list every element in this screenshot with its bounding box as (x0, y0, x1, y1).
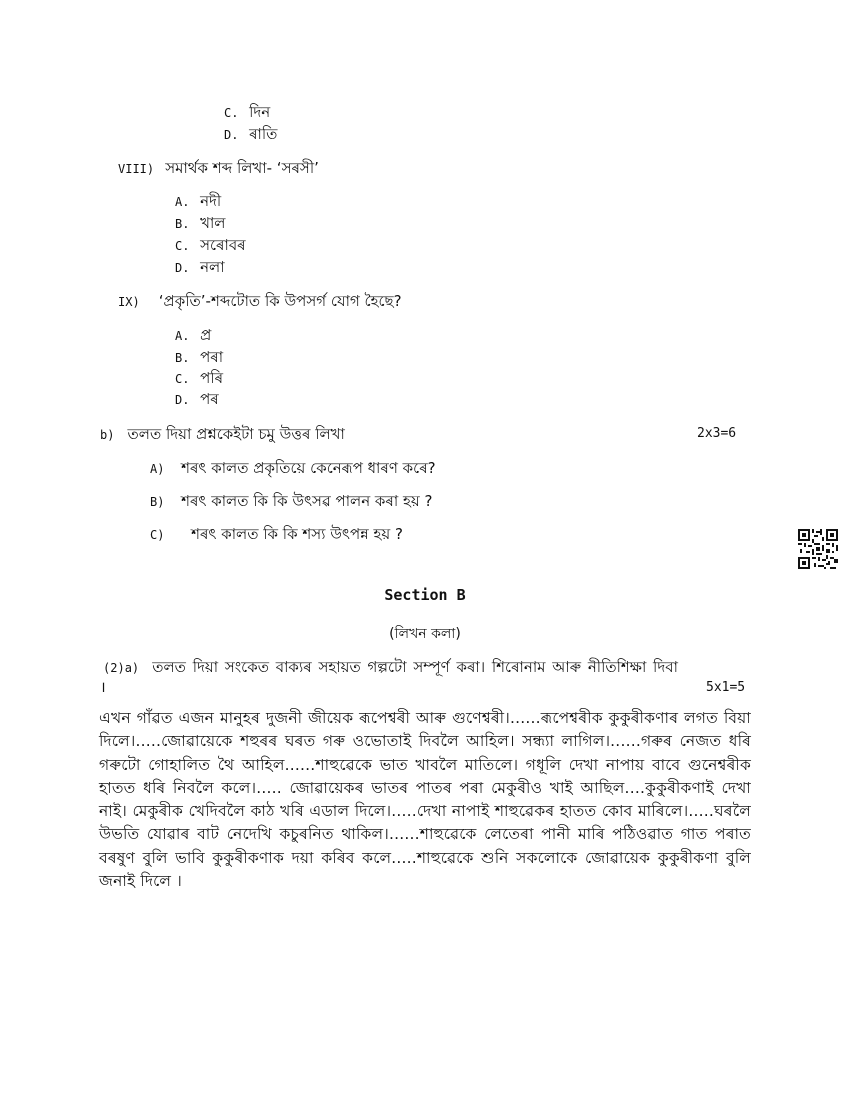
option-letter: D. (224, 128, 239, 142)
question-text: শৰৎ কালত কি কি উৎসৱ পালন কৰা হয় ? (181, 492, 433, 510)
option-letter: A. (175, 329, 190, 343)
option-letter: C. (175, 372, 190, 386)
part-b-question-b (150, 490, 432, 515)
option-text: নলা (200, 258, 225, 276)
question-9 (118, 290, 402, 315)
question-text: শৰৎ কালত কি কি শস্য উৎপন্ন হয় ? (191, 525, 403, 543)
part-text: তলত দিয়া প্ৰশ্নকেইটা চমু উত্তৰ লিখা (127, 425, 345, 443)
question-2a-danda: । (100, 678, 106, 696)
section-b-title: Section B (384, 586, 466, 604)
question-number: IX) (118, 295, 140, 309)
part-b-question-a (150, 457, 436, 482)
option-text: নদী (200, 192, 222, 210)
question-8 (118, 157, 319, 182)
option-letter: B. (175, 351, 190, 365)
question-2a-marks: 5x1=5 (706, 680, 746, 695)
question-text: ‘প্ৰকৃতি’-শব্দটোত কি উপসৰ্গ যোগ হৈছে? (158, 292, 402, 310)
question-2a (103, 656, 678, 681)
question-letter: C) (150, 528, 165, 542)
question-label: a) (124, 661, 140, 675)
part-label: b) (100, 428, 115, 442)
option-text: খাল (200, 214, 226, 232)
part-b-question-c (150, 523, 403, 548)
option-letter: C. (175, 239, 190, 253)
option-letter: B. (175, 217, 190, 231)
passage-text: এখন গাঁৱত এজন মানুহৰ দুজনী জীয়েক ৰূপেশ্বৰী আৰু গুণেশ্বৰী।......ৰূপেশ্বৰীক কুকুৰীকণাৰ লগত বিয়া দিলে।.....জোৱায়েকে শহুৰৰ ঘৰত গৰু ওভোতাই দিবলৈ আহিল। সন্ধ্যা লাগিল।......গৰুৰ নেজত ধৰি গৰুটো গোহালিত থৈ আহিল......শাহুৱেকে ভাত খাবলৈ মাতিলে। গধূলি দেখা নাপায় বাবে গুনেশ্বৰীক হাতত ধৰি নিবলৈ কলে।..... জোৱায়েকৰ ভাতৰ পাতৰ পৰা মেকুৰীও খাই আছিল....কুকুৰীকণাই দেখা নাই। মেকুৰীক খেদিবলৈ কাঠ খৰি এডাল দিলে।.....দেখা নাপাই শাহুৱেকৰ হাতত কোব মাৰিলে।.....ঘৰলৈ উভতি যোৱাৰ বাট নেদেখি কচুৰনিত থাকিল।......শাহুৱেকে লেতেৰা পানী মাৰি পঠিওৱাত গাত পৰাত বৰষুণ বুলি ভাবি কুকুৰীকণাক দয়া কৰিব কলে.....শাহুৱেকে শুনি সকলোকে জোৱায়েক কুকুৰীকণা বুলি জনাই দিলে । (99, 709, 751, 891)
option-letter: A. (175, 195, 190, 209)
option-text: পৰি (200, 369, 224, 387)
option-letter: D. (175, 261, 190, 275)
question-text: সমাৰ্থক শব্দ লিখা- ‘সৰসী’ (165, 159, 319, 177)
question-number: (2) (103, 661, 125, 675)
q9-option-d (175, 388, 219, 413)
part-b-heading (100, 423, 345, 448)
option-text: পৰা (200, 348, 224, 366)
section-b-subtitle: (লিখন কলা) (389, 626, 461, 642)
option-text: প্ৰ (200, 326, 212, 344)
qr-code-icon (798, 529, 838, 569)
option-text: ৰাতি (249, 125, 278, 143)
question-text: শৰৎ কালত প্ৰকৃতিয়ে কেনেৰূপ ধাৰণ কৰে? (181, 459, 436, 477)
question-number: VIII) (118, 162, 155, 176)
question-letter: B) (150, 495, 165, 509)
option-text: পৰ (200, 390, 219, 408)
question-text: তলত দিয়া সংকেত বাক্যৰ সহায়ত গল্পটো সম্পূৰ্ণ কৰা। শিৰোনাম আৰু নীতিশিক্ষা দিবা (152, 658, 678, 676)
q8-option-d (175, 256, 225, 281)
option-text: দিন (249, 103, 271, 121)
question-letter: A) (150, 462, 165, 476)
option-letter: D. (175, 393, 190, 407)
part-b-marks: 2x3=6 (697, 426, 737, 441)
story-passage (99, 707, 751, 893)
option-letter: C. (224, 106, 239, 120)
prev-option-d (224, 123, 277, 148)
option-text: সৰোবৰ (200, 236, 246, 254)
